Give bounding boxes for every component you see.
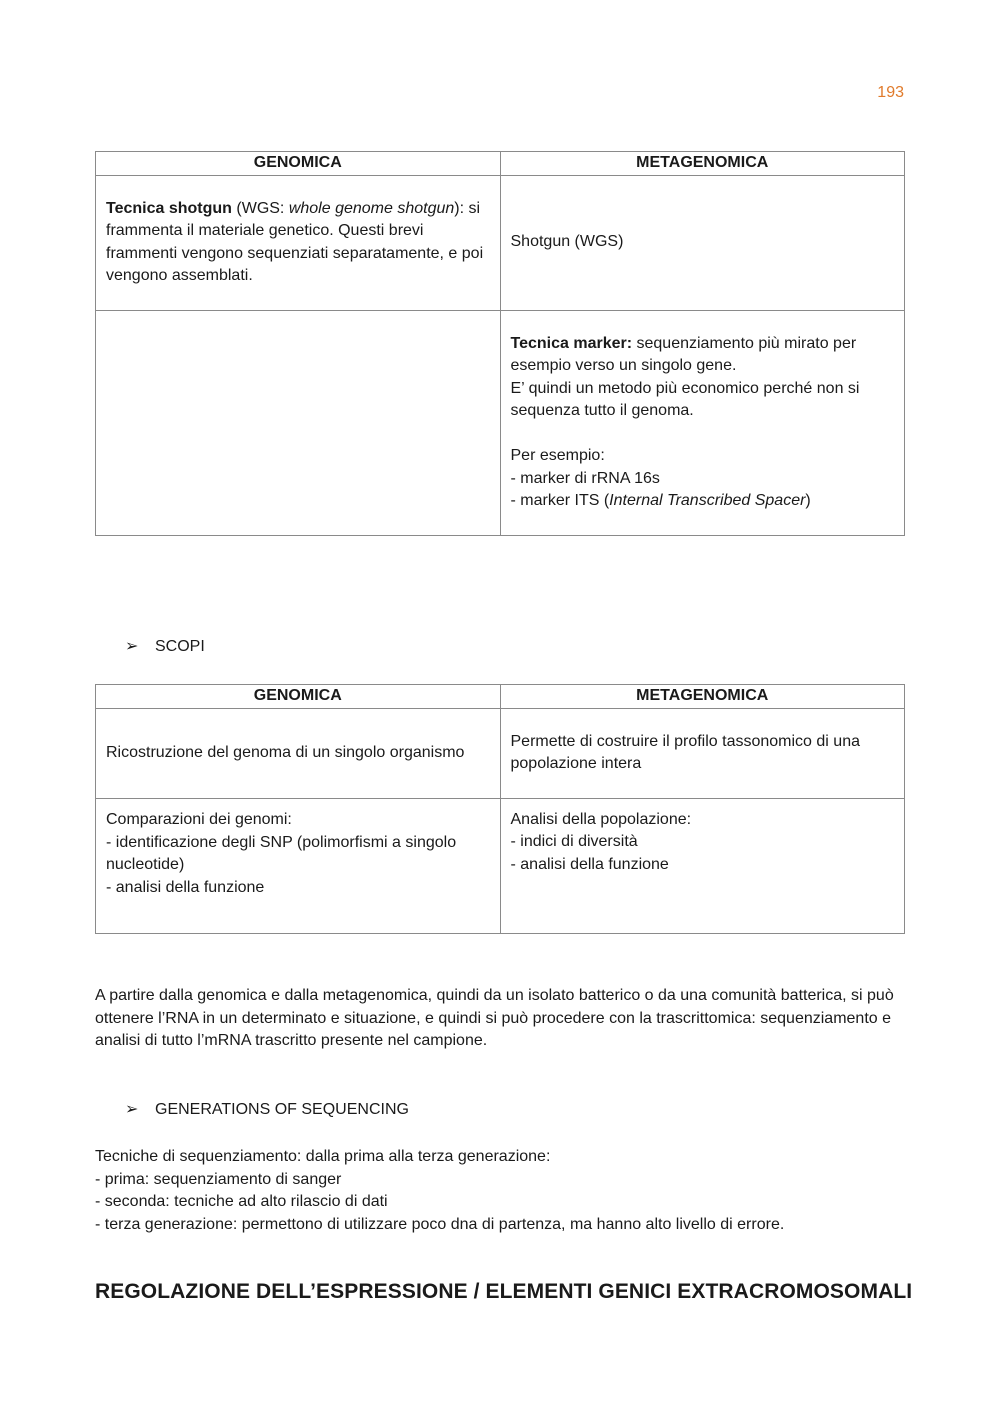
cell-text: - marker ITS ( (510, 492, 610, 509)
italic-term: Internal Transcribed Spacer (609, 492, 806, 509)
cell-scopi-metagenomica: Permette di costruire il profilo tassonomico di una popolazione intera (500, 708, 905, 798)
table-row (96, 798, 905, 933)
cell-analisi-metagenomica (500, 798, 905, 933)
section-bullet-scopi (125, 636, 205, 658)
cell-text: (WGS: (231, 199, 289, 217)
table-header-row (96, 685, 905, 709)
bullet-label: SCOPI (155, 638, 205, 655)
cell-comparazioni-genomica (96, 798, 501, 933)
page-number: 193 (877, 84, 904, 101)
cell-line: - analisi della funzione (510, 855, 669, 873)
cell-shotgun-metagenomica: Shotgun (WGS) (500, 175, 905, 310)
bold-term: Tecnica marker: (510, 334, 633, 352)
text-line: Tecniche di sequenziamento: dalla prima alla terza generazione: (95, 1148, 551, 1165)
paragraph-trascrittomica: A partire dalla genomica e dalla metagenomica, quindi da un isolato batterico o da una comunità batterica, si può ottenere l’RNA in un determinato e situazione, e quindi si può procedere con la trascrittomica: sequenziamento e analisi di tutto l’mRNA trascritto presente nel campione. (95, 987, 894, 1049)
text-line: - seconda: tecniche ad alto rilascio di dati (95, 1193, 388, 1210)
cell-line: - identificazione degli SNP (polimorfismi a singolo nucleotide) (106, 833, 457, 873)
cell-text: - marker di rRNA 16s (510, 469, 660, 487)
paragraph-sequencing (95, 1146, 910, 1236)
cell-line: Analisi della popolazione: (510, 810, 692, 828)
cell-scopi-genomica: Ricostruzione del genoma di un singolo organismo (96, 708, 501, 798)
header-metagenomica: METAGENOMICA (500, 685, 905, 709)
shotgun-marker-table (95, 151, 905, 536)
cell-line: - analisi della funzione (106, 878, 265, 896)
header-genomica: GENOMICA (96, 152, 501, 176)
cell-text: sequenziamento più mirato per esempio verso un singolo gene. (510, 334, 857, 374)
italic-term: whole genome shotgun (288, 199, 455, 217)
cell-text: Per esempio: (510, 447, 605, 464)
header-metagenomica: METAGENOMICA (500, 152, 905, 176)
section-bullet-generations (125, 1099, 409, 1121)
bullet-label: GENERATIONS OF SEQUENCING (155, 1101, 409, 1118)
text-line: - terza generazione: permettono di utilizzare poco dna di partenza, ma hanno alto livello di errore. (95, 1215, 785, 1233)
section-heading: REGOLAZIONE DELL’ESPRESSIONE / ELEMENTI GENICI EXTRACROMOSOMALI (95, 1280, 913, 1303)
arrow-bullet-icon: ➢ (125, 638, 139, 655)
table-row (96, 708, 905, 798)
table-row (96, 175, 905, 310)
scopi-table (95, 684, 905, 934)
cell-line: Comparazioni dei genomi: (106, 811, 292, 828)
header-genomica: GENOMICA (96, 685, 501, 709)
cell-text: E’ quindi un metodo più economico perché non si sequenza tutto il genoma. (510, 379, 860, 419)
cell-text: ): si frammenta il materiale genetico. Questi brevi frammenti vengono sequenziati separatamente, e poi vengono assemblati. (106, 199, 484, 284)
cell-shotgun-genomica (96, 175, 501, 310)
text-line: - prima: sequenziamento di sanger (95, 1170, 342, 1188)
arrow-bullet-icon: ➢ (125, 1101, 139, 1118)
table-header-row (96, 152, 905, 176)
cell-marker-metagenomica (500, 310, 905, 535)
cell-empty-genomica (96, 310, 501, 535)
cell-line: - indici di diversità (510, 833, 638, 851)
bold-term: Tecnica shotgun (106, 199, 232, 217)
cell-text: ) (805, 492, 811, 509)
table-row (96, 310, 905, 535)
